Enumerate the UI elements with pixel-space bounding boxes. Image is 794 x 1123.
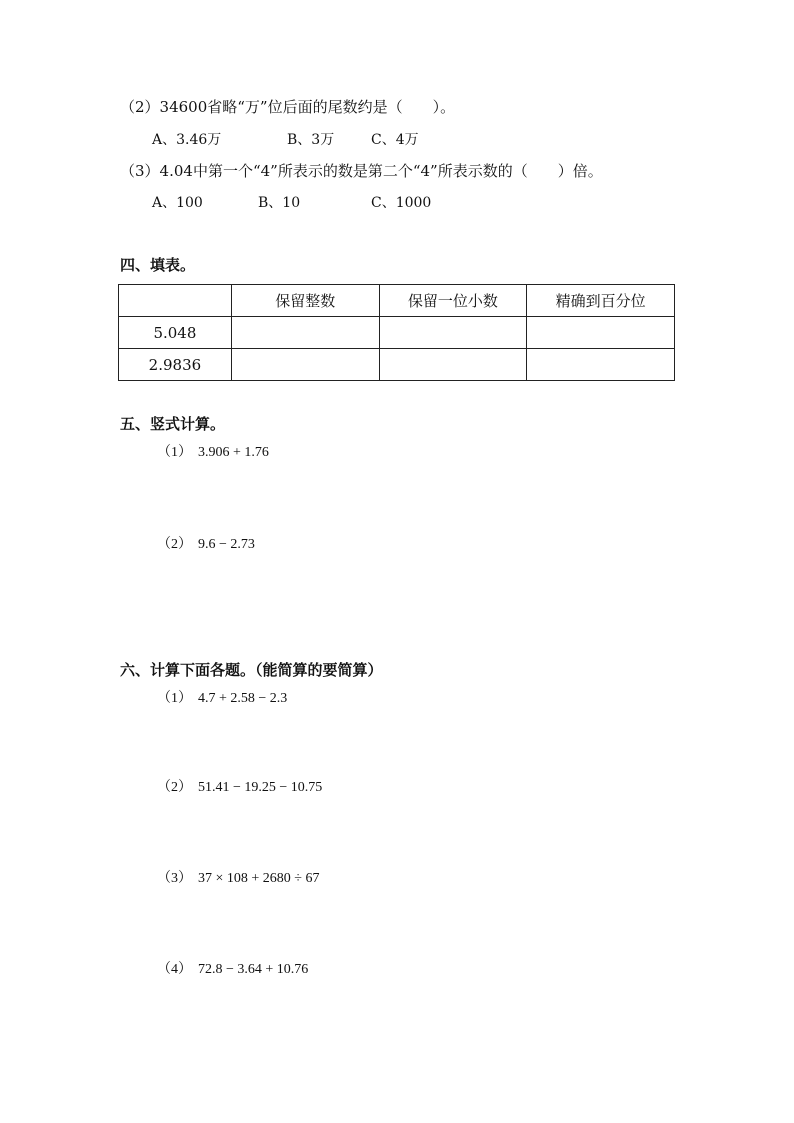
vertical-calc-item-1 — [157, 441, 269, 461]
question-3-option-c: C、1000 — [371, 195, 432, 211]
question-3-stem: （3）4.04中第一个“4”所表示的数是第二个“4”所表示数的（ ）倍。 — [120, 162, 603, 180]
item-number: （1） — [157, 691, 192, 706]
table-row-value: 2.9836 — [119, 349, 232, 381]
question-2-option-c: C、4万 — [371, 132, 419, 148]
vertical-calc-item-2 — [157, 533, 255, 553]
answer-cell[interactable] — [527, 349, 675, 381]
answer-cell[interactable] — [231, 317, 379, 349]
question-2-option-b: B、3万 — [287, 132, 335, 148]
table-header-cell: 保留一位小数 — [379, 285, 527, 317]
table-header-row — [119, 285, 675, 317]
calc-item-1 — [157, 687, 287, 707]
section-6-title: 六、计算下面各题。（能简算的要简算） — [120, 661, 383, 679]
question-2-option-a: A、3.46万 — [152, 132, 222, 148]
item-number: （1） — [157, 445, 192, 460]
question-3-option-a: A、100 — [152, 195, 203, 211]
calc-item-2 — [157, 776, 322, 796]
question-2-stem: （2）34600省略“万”位后面的尾数约是（ ）。 — [120, 98, 456, 116]
calc-item-4 — [157, 958, 308, 978]
answer-cell[interactable] — [231, 349, 379, 381]
answer-cell[interactable] — [379, 317, 527, 349]
item-number: （2） — [157, 537, 192, 552]
item-expression: 51.41 − 19.25 − 10.75 — [198, 780, 323, 795]
item-expression: 37 × 108 + 2680 ÷ 67 — [198, 871, 320, 886]
table-row — [119, 349, 675, 381]
table-header-cell — [119, 285, 232, 317]
item-number: （4） — [157, 962, 192, 977]
item-expression: 9.6 − 2.73 — [198, 537, 255, 552]
table-header-cell: 精确到百分位 — [527, 285, 675, 317]
answer-cell[interactable] — [527, 317, 675, 349]
answer-cell[interactable] — [379, 349, 527, 381]
table-row — [119, 317, 675, 349]
item-number: （3） — [157, 871, 192, 886]
item-expression: 3.906 + 1.76 — [198, 445, 269, 460]
section-5-title: 五、竖式计算。 — [120, 415, 226, 433]
item-number: （2） — [157, 780, 192, 795]
rounding-table — [118, 284, 675, 381]
item-expression: 72.8 − 3.64 + 10.76 — [198, 962, 309, 977]
section-4-title: 四、填表。 — [120, 256, 196, 274]
table-header-cell: 保留整数 — [231, 285, 379, 317]
table-row-value: 5.048 — [119, 317, 232, 349]
question-3-option-b: B、10 — [258, 195, 301, 211]
item-expression: 4.7 + 2.58 − 2.3 — [198, 691, 288, 706]
calc-item-3 — [157, 867, 319, 887]
